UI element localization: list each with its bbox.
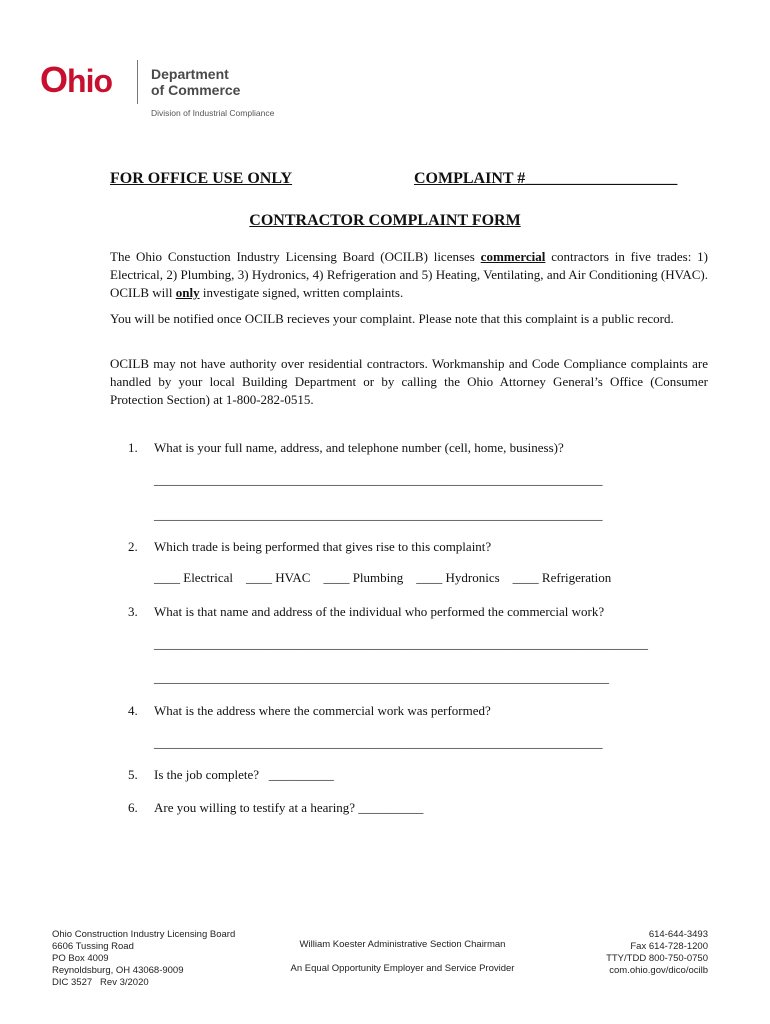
footer-eeo: An Equal Opportunity Employer and Service Provider <box>290 963 515 974</box>
footer-contact: 614-644-3493 Fax 614-728-1200 TTY/TDD 800-750-0750 com.ohio.gov/dico/ocilb <box>606 929 708 976</box>
division-name: Division of Industrial Compliance <box>151 108 275 118</box>
answer-line[interactable]: ______________________________________________________________________ <box>154 670 609 685</box>
office-use-label: FOR OFFICE USE ONLY <box>110 170 293 187</box>
answer-line[interactable]: _____________________________________________________________________ <box>154 735 603 750</box>
answer-line[interactable]: _____________________________________________________________________ <box>154 507 603 522</box>
ohio-logo: Ohio <box>40 59 112 100</box>
footer-chairman: William Koester Administrative Section Chairman <box>299 939 506 950</box>
question-5: 5. Is the job complete? __________ <box>128 767 334 782</box>
footer-address: Ohio Construction Industry Licensing Board 6606 Tussing Road PO Box 4009 Reynoldsburg, OH 43068-9009 DIC 3527 Rev 3/2020 <box>52 929 236 988</box>
trade-options[interactable]: ____ Electrical ____ HVAC ____ Plumbing ____ Hydronics ____ Refrigeration <box>154 570 612 585</box>
question-2: 2. Which trade is being performed that gives rise to this complaint? <box>128 539 492 554</box>
question-1: 1. What is your full name, address, and telephone number (cell, home, business)? <box>128 440 564 455</box>
intro-paragraph-2: You will be notified once OCILB recieves your complaint. Please note that this complaint is a public record. <box>110 311 674 326</box>
intro-paragraph-3: OCILB may not have authority over residential contractors. Workmanship and Code Compliance complaints are handled by your local Building Department or by calling the Ohio Attorney General’s Office (Consumer Protection Section) at 1-800-282-0515. <box>110 356 708 407</box>
intro-paragraph-1: The Ohio Constuction Industry Licensing Board (OCILB) licenses commercial contractors in five trades: 1) Electrical, 2) Plumbing, 3) Hydronics, 4) Refrigeration and 5) Heating, Ventilating, and Air Conditioning (HVAC). OCILB will only investigate signed, written complaints. <box>110 249 708 300</box>
form-title: CONTRACTOR COMPLAINT FORM <box>249 212 521 229</box>
answer-line[interactable]: ____________________________________________________________________________ <box>154 636 648 651</box>
question-3: 3. What is that name and address of the individual who performed the commercial work? <box>128 604 605 619</box>
question-4: 4. What is the address where the commercial work was performed? <box>128 703 491 718</box>
logo-divider <box>137 60 138 104</box>
answer-line[interactable]: _____________________________________________________________________ <box>154 472 603 487</box>
question-6: 6. Are you willing to testify at a hearing? __________ <box>128 800 424 815</box>
department-name: Department of Commerce <box>151 66 241 98</box>
complaint-number: COMPLAINT #___________________ <box>414 170 678 187</box>
